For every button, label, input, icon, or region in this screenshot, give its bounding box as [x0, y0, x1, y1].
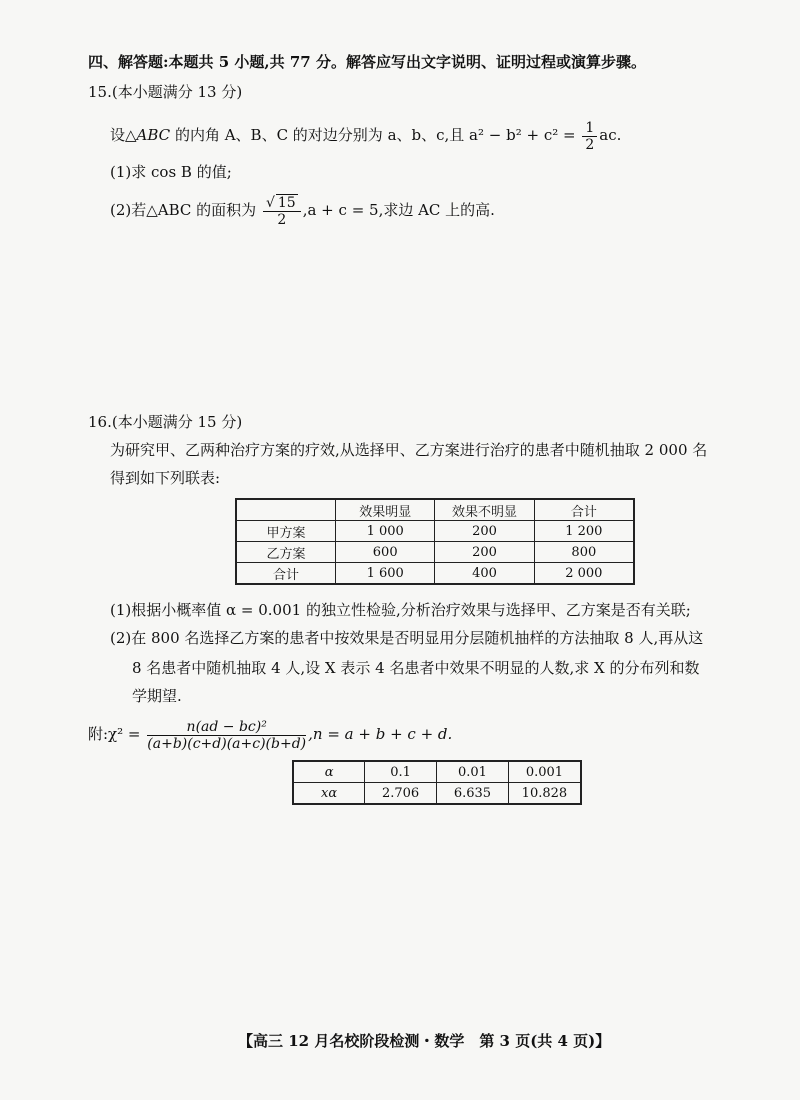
table-row	[293, 761, 581, 783]
q15-part2-text: (2)若△ABC 的面积为	[110, 201, 257, 219]
table-cell: 1 200	[534, 521, 634, 542]
table-row	[236, 542, 634, 563]
q16-part1: (1)根据小概率值 α = 0.001 的独立性检验,分析治疗效果与选择甲、乙方案是否有关联;	[110, 601, 691, 619]
q16-part2-line1: (2)在 800 名选择乙方案的患者中按效果是否明显用分层随机抽样的方法抽取 8 人,再从这	[110, 629, 704, 647]
table-cell: 1 000	[336, 521, 435, 542]
q16-part2-line2: 8 名患者中随机抽取 4 人,设 X 表示 4 名患者中效果不明显的人数,求 X 的分布列和数	[132, 659, 700, 677]
table-row	[293, 783, 581, 805]
section-header: 四、解答题:本题共 5 小题,共 77 分。解答应写出文字说明、证明过程或演算步骤。	[88, 53, 646, 71]
table-cell: 甲方案	[236, 521, 336, 542]
table-cell: 0.01	[437, 761, 509, 783]
table-header-cell: 合计	[534, 499, 634, 521]
table-cell: 0.1	[365, 761, 437, 783]
table-cell: xα	[293, 783, 365, 805]
q15-stem	[110, 118, 621, 153]
appendix-suffix: ,n = a + b + c + d.	[308, 725, 453, 743]
q15-number: 15.(本小题满分 13 分)	[88, 83, 243, 101]
table-row	[236, 499, 634, 521]
q16-appendix	[88, 714, 452, 754]
table-cell: 200	[435, 542, 534, 563]
chi-square-formula	[147, 719, 306, 752]
table-row	[236, 521, 634, 542]
table-cell: 2.706	[365, 783, 437, 805]
table-cell: 0.001	[508, 761, 581, 783]
page-footer: 【高三 12 月名校阶段检测・数学 第 3 页(共 4 页)】	[238, 1032, 611, 1050]
q15-area-den: 2	[277, 212, 287, 228]
q15-fraction-den: 2	[585, 136, 595, 153]
table-cell: 6.635	[437, 783, 509, 805]
q15-area-fraction: $\frac{√ 15}{2}$	[263, 194, 301, 228]
q16-number: 16.(本小题满分 15 分)	[88, 413, 243, 431]
table-cell: 200	[435, 521, 534, 542]
table-cell: 600	[336, 542, 435, 563]
q15-part1: (1)求 cos B 的值;	[110, 163, 232, 181]
q15-fraction	[582, 120, 597, 153]
table-cell: 合计	[236, 563, 336, 585]
q15-part2-text: ,a + c = 5,求边 AC 上的高.	[302, 201, 495, 219]
chi-square-den: (a+b)(c+d)(a+c)(b+d)	[147, 735, 307, 752]
table-header-cell: 效果明显	[336, 499, 435, 521]
q15-fraction-num: 1	[582, 120, 597, 137]
q16-stem-line2: 得到如下列联表:	[110, 469, 221, 487]
table-cell: 1 600	[336, 563, 435, 585]
table-row	[236, 563, 634, 585]
contingency-table	[235, 498, 635, 585]
table-header-cell	[236, 499, 336, 521]
table-cell: 10.828	[508, 783, 581, 805]
q15-stem-triangle: ABC	[136, 126, 171, 144]
q16-stem-line1: 为研究甲、乙两种治疗方案的疗效,从选择甲、乙方案进行治疗的患者中随机抽取 2 000 名	[110, 441, 708, 459]
appendix-prefix: 附:χ² =	[88, 725, 141, 743]
table-cell: 乙方案	[236, 542, 336, 563]
table-cell: α	[293, 761, 365, 783]
table-cell: 800	[534, 542, 634, 563]
table-cell: 2 000	[534, 563, 634, 585]
table-cell: 400	[435, 563, 534, 585]
q15-stem-part: 的内角 A、B、C 的对边分别为 a、b、c,且 a² − b² + c² =	[170, 126, 576, 144]
q15-stem-part: ac.	[599, 126, 622, 144]
chi-square-num: n(ad − bc)²	[147, 719, 306, 736]
table-header-cell: 效果不明显	[435, 499, 534, 521]
q15-part2	[110, 192, 495, 228]
critical-value-table	[292, 760, 582, 805]
q16-part2-line3: 学期望.	[132, 687, 182, 705]
q15-area-sqrt: 15	[277, 195, 296, 211]
q15-stem-part: 设△	[110, 126, 137, 144]
